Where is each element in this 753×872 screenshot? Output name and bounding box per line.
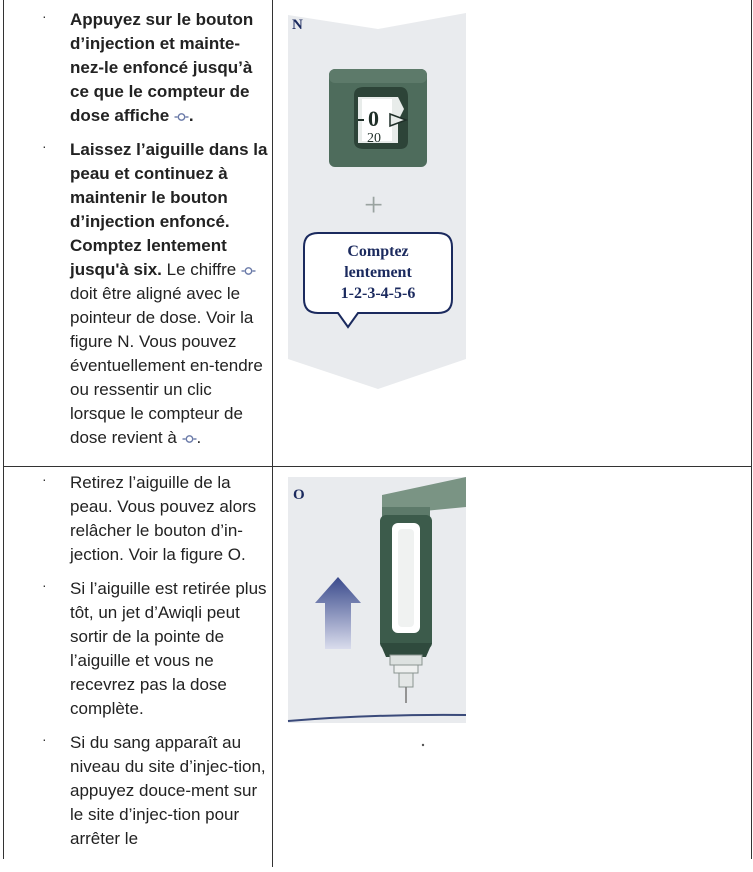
bubble-line-3: 1-2-3-4-5-6 (340, 285, 416, 302)
list-item: · Appuyez sur le bouton d’injection et mainte-nez-le enfoncé jusqu’à ce que le compteur de dose affiche . (42, 8, 254, 125)
list-item (4, 577, 272, 721)
figure-label: O (293, 487, 305, 503)
instruction-text-cell (4, 0, 273, 466)
bullet: · (42, 731, 47, 747)
plus-icon: + (364, 187, 384, 224)
instruction-bold-text: Laissez l’aiguille dans la peau et continuez à maintenir le bouton d’injection enfoncé. Comptez lentement jusqu'à six. (70, 140, 268, 279)
dose-zero-icon (174, 111, 189, 123)
figure-n-cell (274, 0, 750, 466)
figure-o-cell (274, 467, 750, 867)
bullet: · (42, 8, 47, 24)
list-item (4, 471, 272, 567)
instruction-text: Le chiffre (161, 260, 241, 279)
instruction-bold-text: Appuyez sur le bouton d’injection et mainte-nez-le enfoncé jusqu’à ce que le compteur de dose affiche (70, 10, 254, 125)
instruction-text: Retirez l’aiguille de la peau. Vous pouvez alors relâcher le bouton d’in-jection. Voir la figure O. (70, 473, 257, 564)
counter-value: 0 (368, 106, 379, 131)
table-row (4, 467, 751, 867)
list-item (4, 731, 272, 851)
dose-counter-illustration (329, 69, 427, 167)
figure-o (274, 467, 750, 867)
bubble-line-1: Comptez (347, 243, 409, 260)
instruction-text: Si du sang apparaît au niveau du site d’injec-tion, appuyez douce-ment sur le site d’injec-tion pour arrêter le (70, 733, 266, 848)
bullet: · (42, 138, 47, 154)
figure-label: N (292, 17, 303, 33)
dose-zero-icon (241, 265, 256, 277)
bullet: · (42, 577, 47, 593)
bubble-line-2: lentement (344, 264, 412, 281)
instruction-text-cell (4, 467, 273, 867)
instruction-table (3, 0, 752, 859)
counter-next-value: 20 (367, 131, 381, 146)
count-speech-bubble (304, 233, 452, 327)
dose-zero-icon (182, 433, 197, 445)
bullet: · (42, 471, 47, 487)
figure-n (274, 0, 750, 466)
list-item: · Laissez l’aiguille dans la peau et continuez à maintenir le bouton d’injection enfoncé. Comptez lentement jusqu'à six. Le chiffre doit être aligné avec le pointeur de dose. Voir la figure N. Vous pouvez éventuellement en-tendre ou ressentir un clic lorsque le compteur de dose revient à . (42, 138, 268, 447)
instruction-text: Si l’aiguille est retirée plus tôt, un jet d’Awiqli peut sortir de la pointe de l’aiguille et vous ne recevrez pas la dose complète. (70, 579, 267, 718)
table-row (4, 0, 751, 467)
